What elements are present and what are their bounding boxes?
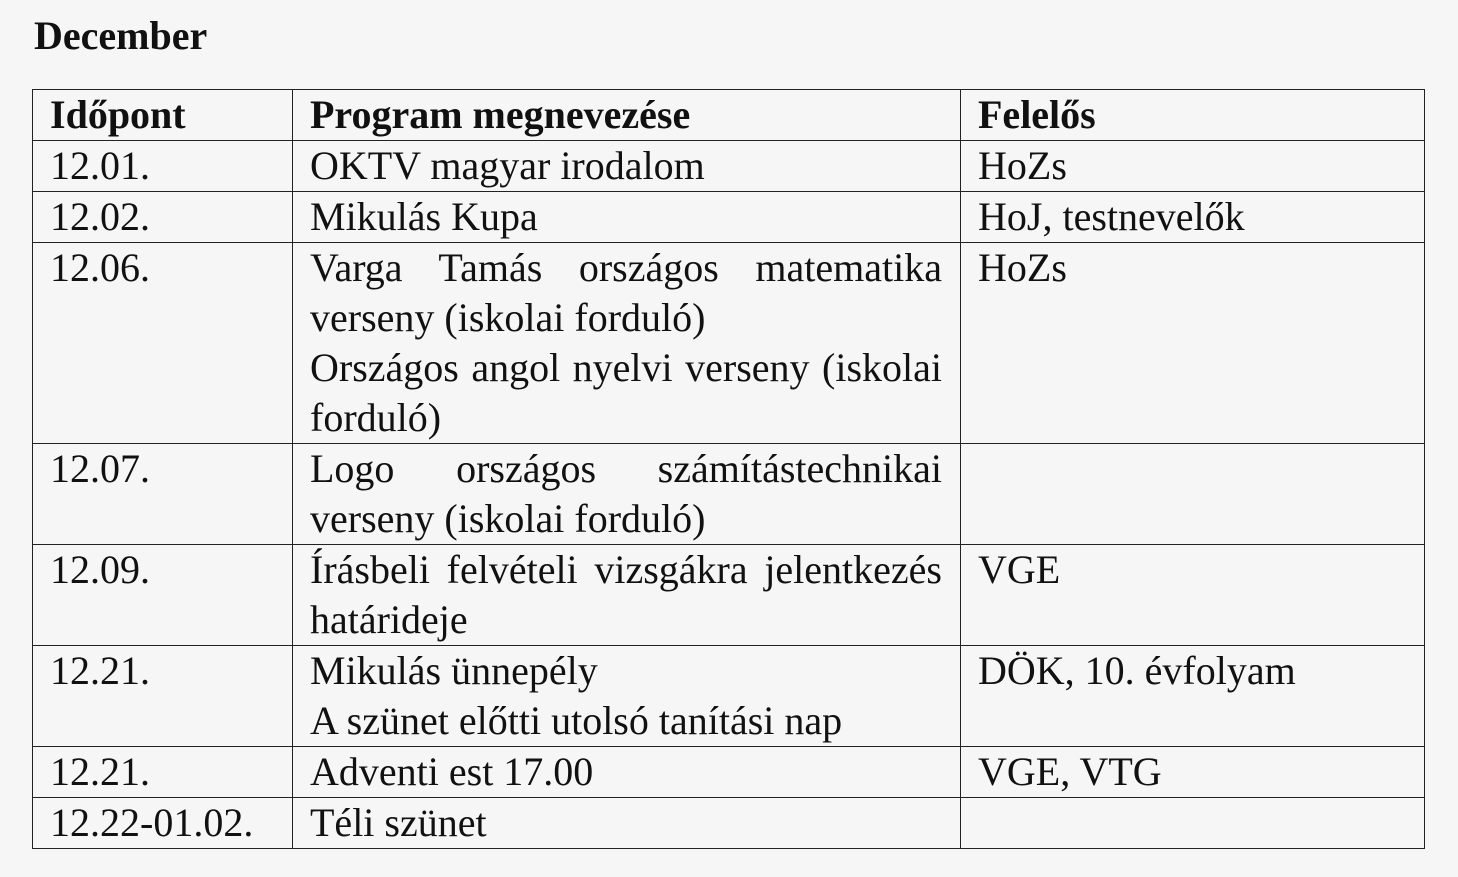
table-row (33, 192, 1425, 243)
program-cell (293, 747, 961, 798)
program-cell (293, 646, 961, 747)
header-program: Program megnevezése (293, 90, 961, 141)
date-cell: 12.01. (33, 141, 293, 192)
program-cell (293, 444, 961, 545)
date-cell: 12.09. (33, 545, 293, 646)
table-header-row (33, 90, 1425, 141)
program-line: Logo országos számítástechnikai verseny (iskolai forduló) (310, 446, 942, 541)
responsible-cell: VGE, VTG (961, 747, 1425, 798)
table-row (33, 444, 1425, 545)
program-line: Varga Tamás országos matematika verseny (iskolai forduló) (310, 245, 942, 340)
date-cell: 12.22-01.02. (33, 798, 293, 849)
page-title: December (34, 13, 208, 58)
program-line: OKTV magyar irodalom (310, 143, 705, 188)
responsible-cell (961, 798, 1425, 849)
responsible-cell (961, 444, 1425, 545)
table-row (33, 646, 1425, 747)
schedule-table (32, 89, 1425, 849)
date-cell: 12.21. (33, 747, 293, 798)
program-cell (293, 798, 961, 849)
program-line: Mikulás Kupa (310, 194, 538, 239)
table-row (33, 747, 1425, 798)
program-line: Országos angol nyelvi verseny (iskolai forduló) (310, 345, 942, 440)
program-line: A szünet előtti utolsó tanítási nap (310, 698, 843, 743)
table-row (33, 545, 1425, 646)
responsible-cell: HoZs (961, 243, 1425, 444)
responsible-cell: HoZs (961, 141, 1425, 192)
program-line: Téli szünet (310, 800, 487, 845)
program-line: Mikulás ünnepély (310, 648, 598, 693)
program-cell (293, 545, 961, 646)
program-cell (293, 243, 961, 444)
header-date: Időpont (33, 90, 293, 141)
responsible-cell: VGE (961, 545, 1425, 646)
program-cell (293, 192, 961, 243)
date-cell: 12.02. (33, 192, 293, 243)
program-line: Adventi est 17.00 (310, 749, 594, 794)
table-row (33, 243, 1425, 444)
header-responsible: Felelős (961, 90, 1425, 141)
program-line: Írásbeli felvételi vizsgákra jelentkezés határideje (310, 547, 942, 642)
date-cell: 12.07. (33, 444, 293, 545)
date-cell: 12.06. (33, 243, 293, 444)
date-cell: 12.21. (33, 646, 293, 747)
table-row (33, 798, 1425, 849)
responsible-cell: HoJ, testnevelők (961, 192, 1425, 243)
program-cell (293, 141, 961, 192)
responsible-cell: DÖK, 10. évfolyam (961, 646, 1425, 747)
table-row (33, 141, 1425, 192)
